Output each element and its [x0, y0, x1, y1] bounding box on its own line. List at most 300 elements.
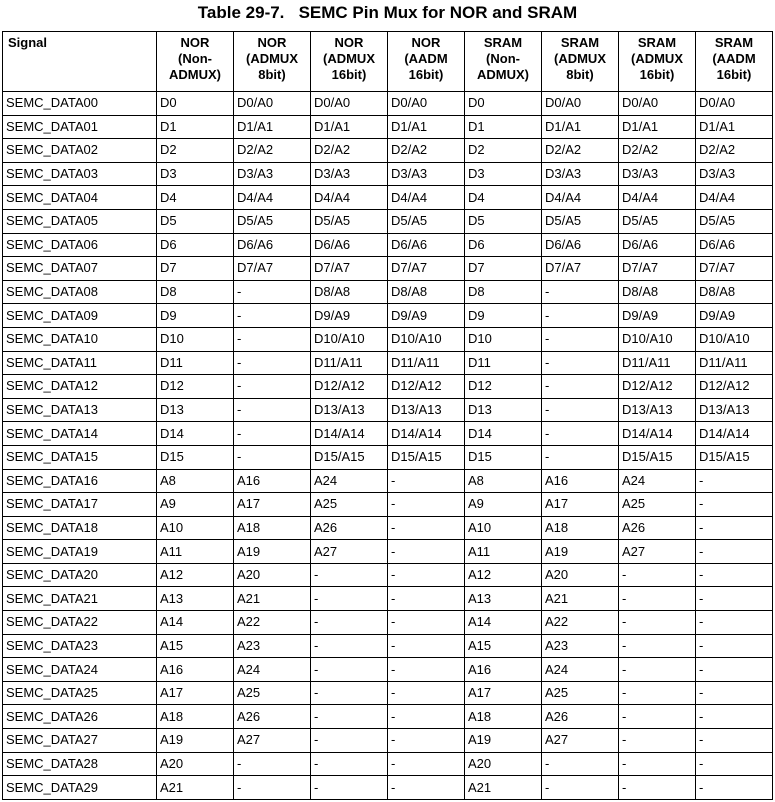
pin-mux-cell: D11: [465, 351, 542, 375]
pin-mux-cell: A19: [234, 540, 311, 564]
pin-mux-cell: D15/A15: [696, 445, 773, 469]
pin-mux-cell: D15/A15: [311, 445, 388, 469]
table-row: [3, 658, 773, 682]
pin-mux-cell: -: [542, 422, 619, 446]
table-row: [3, 186, 773, 210]
pin-mux-cell: D1: [465, 115, 542, 139]
column-header-line: SRAM: [714, 35, 754, 50]
pin-mux-cell: D4/A4: [619, 186, 696, 210]
pin-mux-cell: -: [696, 634, 773, 658]
pin-mux-cell: A19: [465, 729, 542, 753]
pin-mux-cell: -: [619, 776, 696, 800]
pin-mux-cell: A16: [542, 469, 619, 493]
pin-mux-cell: A20: [465, 752, 542, 776]
pin-mux-cell: A19: [542, 540, 619, 564]
pin-mux-cell: D13/A13: [311, 398, 388, 422]
pin-mux-cell: A22: [542, 611, 619, 635]
pin-mux-cell: A24: [311, 469, 388, 493]
pin-mux-cell: D2/A2: [234, 139, 311, 163]
pin-mux-cell: A26: [619, 516, 696, 540]
pin-mux-cell: D7/A7: [696, 257, 773, 281]
pin-mux-cell: -: [388, 540, 465, 564]
pin-mux-cell: D10/A10: [388, 327, 465, 351]
pin-mux-cell: D5/A5: [542, 209, 619, 233]
column-header-line: Signal: [8, 35, 48, 50]
pin-mux-cell: A26: [234, 705, 311, 729]
column-header-line: (AADM: [404, 51, 448, 66]
pin-mux-cell: -: [234, 280, 311, 304]
signal-name-cell: SEMC_DATA03: [3, 162, 157, 186]
pin-mux-cell: A9: [157, 493, 234, 517]
pin-mux-cell: -: [696, 563, 773, 587]
pin-mux-cell: A10: [465, 516, 542, 540]
table-row: [3, 752, 773, 776]
pin-mux-cell: -: [234, 398, 311, 422]
pin-mux-cell: D6/A6: [696, 233, 773, 257]
pin-mux-cell: A26: [542, 705, 619, 729]
pin-mux-cell: D9/A9: [696, 304, 773, 328]
pin-mux-cell: -: [388, 516, 465, 540]
pin-mux-cell: D12: [157, 375, 234, 399]
pin-mux-cell: D3/A3: [234, 162, 311, 186]
pin-mux-cell: -: [542, 304, 619, 328]
pin-mux-cell: D15: [157, 445, 234, 469]
pin-mux-cell: D10/A10: [619, 327, 696, 351]
pin-mux-cell: A12: [157, 563, 234, 587]
pin-mux-cell: A20: [157, 752, 234, 776]
signal-name-cell: SEMC_DATA01: [3, 115, 157, 139]
pin-mux-cell: -: [311, 634, 388, 658]
pin-mux-cell: D2/A2: [619, 139, 696, 163]
pin-mux-cell: -: [234, 351, 311, 375]
pin-mux-cell: -: [388, 681, 465, 705]
pin-mux-cell: A18: [157, 705, 234, 729]
pin-mux-cell: -: [542, 776, 619, 800]
pin-mux-cell: D2/A2: [311, 139, 388, 163]
pin-mux-cell: A17: [542, 493, 619, 517]
pin-mux-cell: -: [542, 280, 619, 304]
column-header-line: 16bit): [716, 67, 752, 82]
table-row: [3, 139, 773, 163]
signal-name-cell: SEMC_DATA28: [3, 752, 157, 776]
signal-name-cell: SEMC_DATA25: [3, 681, 157, 705]
pin-mux-cell: D9/A9: [388, 304, 465, 328]
pin-mux-cell: -: [619, 729, 696, 753]
pin-mux-cell: D7/A7: [388, 257, 465, 281]
column-header-line: ADMUX): [477, 67, 529, 82]
pin-mux-cell: -: [388, 469, 465, 493]
pin-mux-cell: D2/A2: [542, 139, 619, 163]
table-row: [3, 257, 773, 281]
signal-name-cell: SEMC_DATA15: [3, 445, 157, 469]
signal-name-cell: SEMC_DATA19: [3, 540, 157, 564]
pin-mux-cell: -: [696, 729, 773, 753]
signal-name-cell: SEMC_DATA16: [3, 469, 157, 493]
pin-mux-cell: A25: [619, 493, 696, 517]
pin-mux-cell: A8: [465, 469, 542, 493]
pin-mux-cell: -: [619, 681, 696, 705]
column-header-line: (Non-: [178, 51, 212, 66]
pin-mux-cell: D13/A13: [619, 398, 696, 422]
pin-mux-cell: D13/A13: [696, 398, 773, 422]
pin-mux-cell: D5/A5: [234, 209, 311, 233]
header-row: [3, 32, 773, 92]
table-row: [3, 422, 773, 446]
pin-mux-cell: D8: [157, 280, 234, 304]
pin-mux-cell: -: [388, 634, 465, 658]
column-header-line: (AADM: [712, 51, 756, 66]
pin-mux-cell: -: [311, 705, 388, 729]
pin-mux-cell: -: [388, 705, 465, 729]
pin-mux-cell: D4/A4: [311, 186, 388, 210]
pin-mux-cell: A14: [465, 611, 542, 635]
pin-mux-cell: D6/A6: [542, 233, 619, 257]
pin-mux-cell: A20: [542, 563, 619, 587]
pin-mux-cell: -: [388, 493, 465, 517]
pin-mux-cell: -: [542, 445, 619, 469]
pin-mux-cell: A26: [311, 516, 388, 540]
pin-mux-cell: D4: [465, 186, 542, 210]
pin-mux-cell: -: [696, 516, 773, 540]
table-row: [3, 611, 773, 635]
pin-mux-cell: D4/A4: [234, 186, 311, 210]
pin-mux-cell: D3: [157, 162, 234, 186]
pin-mux-cell: D4/A4: [388, 186, 465, 210]
pin-mux-cell: D0/A0: [388, 92, 465, 116]
column-header-line: (ADMUX: [631, 51, 683, 66]
pin-mux-cell: A14: [157, 611, 234, 635]
column-header-line: (ADMUX: [323, 51, 375, 66]
pin-mux-cell: A12: [465, 563, 542, 587]
pin-mux-cell: -: [311, 563, 388, 587]
pin-mux-cell: D11/A11: [388, 351, 465, 375]
pin-mux-cell: -: [311, 587, 388, 611]
pin-mux-cell: D13: [157, 398, 234, 422]
pin-mux-cell: D3/A3: [388, 162, 465, 186]
signal-name-cell: SEMC_DATA09: [3, 304, 157, 328]
pin-mux-cell: D6: [157, 233, 234, 257]
table-row: [3, 162, 773, 186]
pin-mux-cell: A27: [542, 729, 619, 753]
column-header-line: ADMUX): [169, 67, 221, 82]
column-header-nor-admux-16bit: [311, 32, 388, 92]
pin-mux-cell: D1/A1: [311, 115, 388, 139]
pin-mux-cell: A23: [234, 634, 311, 658]
pin-mux-cell: -: [311, 776, 388, 800]
pin-mux-cell: -: [696, 611, 773, 635]
pin-mux-cell: D11: [157, 351, 234, 375]
pin-mux-cell: D6: [465, 233, 542, 257]
pin-mux-cell: -: [619, 705, 696, 729]
pin-mux-cell: D7/A7: [234, 257, 311, 281]
column-header-line: SRAM: [637, 35, 677, 50]
signal-name-cell: SEMC_DATA24: [3, 658, 157, 682]
pin-mux-cell: D7/A7: [619, 257, 696, 281]
pin-mux-cell: D8/A8: [388, 280, 465, 304]
pin-mux-cell: D12/A12: [311, 375, 388, 399]
pin-mux-cell: -: [619, 587, 696, 611]
signal-name-cell: SEMC_DATA11: [3, 351, 157, 375]
signal-name-cell: SEMC_DATA12: [3, 375, 157, 399]
pin-mux-cell: D5/A5: [619, 209, 696, 233]
pin-mux-cell: A13: [465, 587, 542, 611]
table-row: [3, 540, 773, 564]
pin-mux-cell: D6/A6: [619, 233, 696, 257]
pin-mux-cell: -: [234, 304, 311, 328]
pin-mux-cell: D14/A14: [696, 422, 773, 446]
pin-mux-cell: -: [388, 658, 465, 682]
signal-name-cell: SEMC_DATA04: [3, 186, 157, 210]
pin-mux-cell: D3: [465, 162, 542, 186]
column-header-line: NOR: [334, 35, 364, 50]
pin-mux-cell: A9: [465, 493, 542, 517]
column-header-sram-non-admux: [465, 32, 542, 92]
pin-mux-cell: D0/A0: [234, 92, 311, 116]
column-header-line: SRAM: [483, 35, 523, 50]
signal-name-cell: SEMC_DATA27: [3, 729, 157, 753]
signal-name-cell: SEMC_DATA07: [3, 257, 157, 281]
pin-mux-cell: D12/A12: [696, 375, 773, 399]
signal-name-cell: SEMC_DATA23: [3, 634, 157, 658]
pin-mux-cell: D3/A3: [619, 162, 696, 186]
pin-mux-cell: -: [388, 729, 465, 753]
pin-mux-cell: D12/A12: [388, 375, 465, 399]
pin-mux-cell: D0/A0: [542, 92, 619, 116]
table-row: [3, 445, 773, 469]
signal-name-cell: SEMC_DATA18: [3, 516, 157, 540]
pin-mux-cell: -: [619, 563, 696, 587]
pin-mux-cell: A24: [542, 658, 619, 682]
pin-mux-cell: -: [696, 540, 773, 564]
pin-mux-cell: -: [542, 375, 619, 399]
pin-mux-cell: D2/A2: [696, 139, 773, 163]
pin-mux-cell: D7/A7: [311, 257, 388, 281]
pin-mux-cell: D1/A1: [388, 115, 465, 139]
pin-mux-cell: D4/A4: [696, 186, 773, 210]
pin-mux-cell: D14/A14: [388, 422, 465, 446]
pin-mux-cell: -: [696, 493, 773, 517]
pin-mux-cell: D15: [465, 445, 542, 469]
table-row: [3, 375, 773, 399]
pin-mux-cell: D6/A6: [234, 233, 311, 257]
column-header-line: 16bit): [408, 67, 444, 82]
pin-mux-cell: -: [542, 752, 619, 776]
pin-mux-cell: D10: [465, 327, 542, 351]
signal-name-cell: SEMC_DATA29: [3, 776, 157, 800]
pin-mux-cell: D5: [157, 209, 234, 233]
signal-name-cell: SEMC_DATA06: [3, 233, 157, 257]
pin-mux-cell: -: [619, 634, 696, 658]
column-header-line: 8bit): [258, 67, 286, 82]
table-body: [3, 92, 773, 800]
pin-mux-cell: A25: [234, 681, 311, 705]
pin-mux-cell: D12: [465, 375, 542, 399]
pin-mux-cell: D15/A15: [388, 445, 465, 469]
pin-mux-cell: -: [696, 658, 773, 682]
pin-mux-cell: D0/A0: [696, 92, 773, 116]
pin-mux-cell: A13: [157, 587, 234, 611]
pin-mux-cell: A21: [157, 776, 234, 800]
signal-name-cell: SEMC_DATA08: [3, 280, 157, 304]
pin-mux-cell: -: [388, 611, 465, 635]
pin-mux-cell: D8: [465, 280, 542, 304]
column-header-line: 16bit): [331, 67, 367, 82]
signal-name-cell: SEMC_DATA02: [3, 139, 157, 163]
pin-mux-cell: A21: [465, 776, 542, 800]
column-header-line: (ADMUX: [246, 51, 298, 66]
column-header-line: (Non-: [486, 51, 520, 66]
signal-name-cell: SEMC_DATA20: [3, 563, 157, 587]
pin-mux-cell: A19: [157, 729, 234, 753]
table-row: [3, 776, 773, 800]
table-row: [3, 587, 773, 611]
pin-mux-cell: -: [619, 611, 696, 635]
pin-mux-cell: A18: [542, 516, 619, 540]
table-row: [3, 729, 773, 753]
pin-mux-cell: -: [234, 776, 311, 800]
pin-mux-cell: D9: [465, 304, 542, 328]
pin-mux-cell: D1/A1: [619, 115, 696, 139]
pin-mux-cell: -: [234, 327, 311, 351]
table-row: [3, 563, 773, 587]
column-header-nor-non-admux: [157, 32, 234, 92]
table-row: [3, 304, 773, 328]
pin-mux-cell: A17: [465, 681, 542, 705]
column-header-signal: [3, 32, 157, 92]
column-header-sram-admux-16bit: [619, 32, 696, 92]
pin-mux-cell: D10: [157, 327, 234, 351]
column-header-line: SRAM: [560, 35, 600, 50]
signal-name-cell: SEMC_DATA00: [3, 92, 157, 116]
pin-mux-cell: D9/A9: [619, 304, 696, 328]
pin-mux-cell: D0/A0: [311, 92, 388, 116]
pin-mux-cell: D6/A6: [388, 233, 465, 257]
signal-name-cell: SEMC_DATA05: [3, 209, 157, 233]
pin-mux-cell: A20: [234, 563, 311, 587]
signal-name-cell: SEMC_DATA10: [3, 327, 157, 351]
pin-mux-cell: D3/A3: [696, 162, 773, 186]
pin-mux-cell: -: [619, 658, 696, 682]
signal-name-cell: SEMC_DATA13: [3, 398, 157, 422]
column-header-line: (ADMUX: [554, 51, 606, 66]
table-header: [3, 32, 773, 92]
pin-mux-cell: A23: [542, 634, 619, 658]
pin-mux-cell: D7: [157, 257, 234, 281]
pin-mux-cell: -: [234, 752, 311, 776]
table-row: [3, 634, 773, 658]
pin-mux-cell: D3/A3: [542, 162, 619, 186]
pin-mux-cell: -: [696, 705, 773, 729]
pin-mux-cell: D14: [157, 422, 234, 446]
pin-mux-cell: -: [388, 752, 465, 776]
table-row: [3, 351, 773, 375]
table-row: [3, 233, 773, 257]
pin-mux-cell: A8: [157, 469, 234, 493]
table-row: [3, 209, 773, 233]
pin-mux-cell: -: [696, 776, 773, 800]
pin-mux-cell: A27: [619, 540, 696, 564]
column-header-nor-aadm-16bit: [388, 32, 465, 92]
pin-mux-cell: D14/A14: [619, 422, 696, 446]
table-row: [3, 493, 773, 517]
table-row: [3, 469, 773, 493]
pin-mux-cell: -: [542, 351, 619, 375]
pin-mux-cell: -: [311, 611, 388, 635]
pin-mux-cell: D11/A11: [696, 351, 773, 375]
pin-mux-cell: A18: [465, 705, 542, 729]
pin-mux-cell: D4/A4: [542, 186, 619, 210]
pin-mux-cell: A21: [234, 587, 311, 611]
pin-mux-cell: -: [388, 563, 465, 587]
pin-mux-cell: D0/A0: [619, 92, 696, 116]
pin-mux-cell: D13: [465, 398, 542, 422]
pin-mux-cell: A17: [157, 681, 234, 705]
pin-mux-cell: -: [311, 681, 388, 705]
signal-name-cell: SEMC_DATA14: [3, 422, 157, 446]
pin-mux-cell: D10/A10: [696, 327, 773, 351]
pin-mux-cell: D15/A15: [619, 445, 696, 469]
pin-mux-cell: -: [696, 469, 773, 493]
table-row: [3, 398, 773, 422]
pin-mux-cell: -: [619, 752, 696, 776]
pin-mux-cell: A21: [542, 587, 619, 611]
signal-name-cell: SEMC_DATA17: [3, 493, 157, 517]
pin-mux-cell: D5/A5: [388, 209, 465, 233]
pin-mux-cell: D13/A13: [388, 398, 465, 422]
pin-mux-cell: A24: [234, 658, 311, 682]
table-row: [3, 115, 773, 139]
pin-mux-cell: A17: [234, 493, 311, 517]
column-header-sram-admux-8bit: [542, 32, 619, 92]
pin-mux-cell: -: [311, 729, 388, 753]
pin-mux-cell: -: [311, 752, 388, 776]
pin-mux-cell: D1: [157, 115, 234, 139]
signal-name-cell: SEMC_DATA26: [3, 705, 157, 729]
pin-mux-cell: -: [388, 587, 465, 611]
pin-mux-cell: D5/A5: [311, 209, 388, 233]
pin-mux-cell: A15: [465, 634, 542, 658]
pin-mux-cell: -: [234, 445, 311, 469]
pin-mux-cell: A11: [465, 540, 542, 564]
pin-mux-cell: D2/A2: [388, 139, 465, 163]
column-header-line: NOR: [257, 35, 287, 50]
pin-mux-cell: D14/A14: [311, 422, 388, 446]
column-header-line: NOR: [411, 35, 441, 50]
pin-mux-cell: A22: [234, 611, 311, 635]
semc-pin-mux-table: [2, 31, 773, 800]
pin-mux-cell: D5: [465, 209, 542, 233]
column-header-nor-admux-8bit: [234, 32, 311, 92]
pin-mux-cell: D0: [157, 92, 234, 116]
pin-mux-cell: -: [542, 398, 619, 422]
column-header-sram-aadm-16bit: [696, 32, 773, 92]
pin-mux-cell: A16: [157, 658, 234, 682]
pin-mux-cell: D8/A8: [619, 280, 696, 304]
pin-mux-cell: D6/A6: [311, 233, 388, 257]
pin-mux-cell: -: [234, 375, 311, 399]
pin-mux-cell: D1/A1: [234, 115, 311, 139]
pin-mux-cell: A27: [311, 540, 388, 564]
pin-mux-cell: D10/A10: [311, 327, 388, 351]
signal-name-cell: SEMC_DATA22: [3, 611, 157, 635]
pin-mux-cell: D4: [157, 186, 234, 210]
pin-mux-cell: -: [696, 752, 773, 776]
pin-mux-cell: D8/A8: [311, 280, 388, 304]
pin-mux-cell: A25: [311, 493, 388, 517]
pin-mux-cell: D14: [465, 422, 542, 446]
column-header-line: NOR: [180, 35, 210, 50]
table-caption: Table 29-7. SEMC Pin Mux for NOR and SRAM: [197, 3, 578, 22]
